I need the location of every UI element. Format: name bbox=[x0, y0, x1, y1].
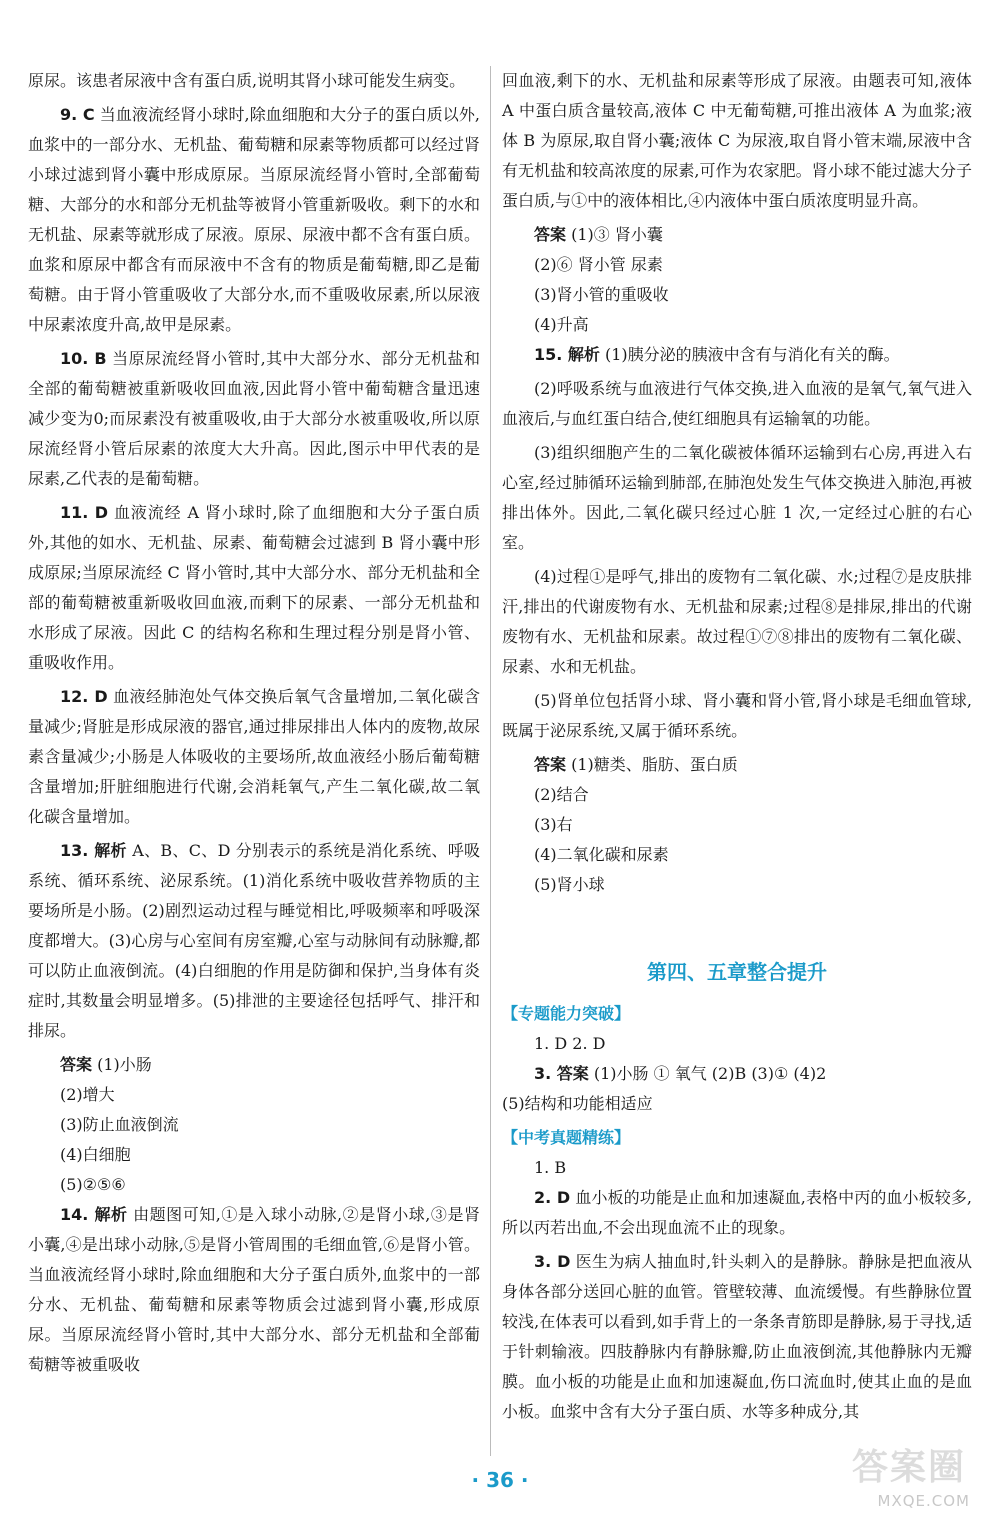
watermark-url-text: MXQE.COM bbox=[877, 1492, 970, 1510]
paragraph-text: A、B、C、D 分别表示的系统是消化系统、呼吸系统、循环系统、泌尿系统。(1)消化系统中吸收营养物质的主要场所是小肠。(2)剧烈运动过程与睡觉相比,呼吸频率和呼吸深度都增大。(3)心房与心室间有房室瓣,心室与动脉间有动脉瓣,都可以防止血液倒流。(4)白细胞的作用是防御和保护,当身体有炎症时,其数量会明显增多。(5)排泄的主要途径包括呼气、排汗和排尿。 bbox=[28, 841, 480, 1040]
paragraph-text: (2)结合 bbox=[534, 785, 589, 804]
answer-keyword: 答案 bbox=[60, 1055, 93, 1074]
paragraph-text: (4)升高 bbox=[534, 315, 589, 334]
paragraph-text: (1)胰分泌的胰液中含有与消化有关的酶。 bbox=[599, 345, 900, 364]
paragraph-text: (3)右 bbox=[534, 815, 573, 834]
answer-subitem bbox=[502, 870, 972, 900]
question-number: 11. D bbox=[60, 503, 109, 522]
section-heading: 【中考真题精练】 bbox=[502, 1128, 631, 1147]
paragraph-text: (2)增大 bbox=[60, 1085, 115, 1104]
paragraph-text: 血小板的功能是止血和加速凝血,表格中丙的血小板较多,所以丙若出血,不会出现血流不止的现象。 bbox=[502, 1188, 973, 1237]
paragraph-text: (5)②⑤⑥ bbox=[60, 1175, 126, 1194]
paragraph-text: (4)白细胞 bbox=[60, 1145, 131, 1164]
paragraph-text: (2)⑥ 肾小管 尿素 bbox=[534, 255, 663, 274]
paragraph-text: (4)二氧化碳和尿素 bbox=[534, 845, 669, 864]
paragraph-text: 原尿。该患者尿液中含有蛋白质,说明其肾小球可能发生病变。 bbox=[28, 71, 466, 90]
watermark-big-text: 答案圈 bbox=[851, 1447, 966, 1488]
paragraph-text: 当血液流经肾小球时,除血细胞和大分子的蛋白质以外,血浆中的一部分水、无机盐、葡萄糖和尿素等物质都可以经过肾小球过滤到肾小囊中形成原尿。当原尿流经肾小管时,全部葡萄糖、大部分的水和部分无机盐等被肾小管重新吸收。剩下的水和无机盐、尿素等就形成了尿液。原尿、尿液中都不含有蛋白质。血浆和原尿中都含有而尿液中不含有的物质是葡萄糖,即乙是葡萄糖。由于肾小管重吸收了大部分水,而不重吸收尿素,所以尿液中尿素浓度升高,故甲是尿素。 bbox=[28, 105, 480, 334]
paragraph-text: 血液流经 A 肾小球时,除了血细胞和大分子蛋白质外,其他的如水、无机盐、尿素、葡萄糖会过滤到 B 肾小囊中形成原尿;当原尿流经 C 肾小管时,其中大部分水、部分无机盐和全部的葡萄糖被重新吸收回血液,而剩下的尿素、一部分无机盐和水形成了尿液。因此 C 的结构名称和生理过程分别是肾小管、重吸收作用。 bbox=[28, 503, 480, 672]
answer-paragraph bbox=[28, 682, 480, 832]
question-number: 15. 解析 bbox=[534, 345, 600, 364]
paragraph-text: (1)糖类、脂肪、蛋白质 bbox=[566, 755, 738, 774]
answer-subitem bbox=[502, 780, 972, 810]
answer-paragraph bbox=[28, 836, 480, 1046]
answer-line bbox=[28, 1050, 480, 1080]
paragraph-text: (1)小肠 bbox=[92, 1055, 152, 1074]
answer-subitem bbox=[502, 250, 972, 280]
paragraph-text: 当原尿流经肾小管时,其中大部分水、部分无机盐和全部的葡萄糖被重新吸收回血液,因此肾小管中葡萄糖含量迅速减少变为0;而尿素没有被重吸收,由于大部分水被重吸收,所以原尿流经肾小管后尿素的浓度大大升高。因此,图示中甲代表的是尿素,乙代表的是葡萄糖。 bbox=[28, 349, 480, 488]
page-number: · 36 · bbox=[471, 1468, 529, 1492]
answer-subitem bbox=[502, 310, 972, 340]
answer-line bbox=[502, 750, 972, 780]
answer-paragraph bbox=[502, 340, 972, 370]
answer-subitem bbox=[502, 1153, 972, 1183]
question-number: 12. D bbox=[60, 687, 108, 706]
answer-paragraph bbox=[502, 1183, 972, 1243]
answer-subitem bbox=[28, 1080, 480, 1110]
answer-subitem bbox=[28, 1110, 480, 1140]
watermark-logo bbox=[828, 1447, 988, 1522]
question-number: 10. B bbox=[60, 349, 107, 368]
answer-subitem bbox=[502, 1029, 972, 1059]
answer-line bbox=[502, 220, 972, 250]
answer-subitem bbox=[28, 1170, 480, 1200]
paragraph-text: 1. D 2. D bbox=[534, 1034, 606, 1053]
paragraph-text: 回血液,剩下的水、无机盐和尿素等形成了尿液。由题表可知,液体 A 中蛋白质含量较高,液体 C 中无葡萄糖,可推出液体 A 为血浆;液体 B 为原尿,取自肾小囊;液体 C 为尿液,取自肾小管末端,尿液中含有无机盐和较高浓度的尿素,可作为农家肥。肾小球不能过滤大分子蛋白质,与①中的液体相比,④内液体中蛋白质浓度明显升高。 bbox=[502, 71, 972, 210]
paragraph-text: (3)防止血液倒流 bbox=[60, 1115, 179, 1134]
question-number: 14. 解析 bbox=[60, 1205, 128, 1224]
answer-paragraph bbox=[502, 1089, 972, 1119]
answer-paragraph bbox=[28, 344, 480, 494]
answer-line bbox=[502, 1059, 972, 1089]
answer-keyword: 答案 bbox=[534, 755, 567, 774]
paragraph-text: (3)肾小管的重吸收 bbox=[534, 285, 669, 304]
left-column bbox=[28, 66, 480, 1384]
paragraph-text: 1. B bbox=[534, 1158, 567, 1177]
question-number: 2. D bbox=[534, 1188, 571, 1207]
paragraph-text: (3)组织细胞产生的二氧化碳被体循环运输到右心房,再进入右心室,经过肺循环运输到肺部,在肺泡处发生气体交换进入肺泡,再被排出体外。因此,二氧化碳只经过心脏 1 次,一定经过心脏的右心室。 bbox=[502, 443, 972, 552]
question-number: 3. D bbox=[534, 1252, 571, 1271]
paragraph-text: (5)肾小球 bbox=[534, 875, 605, 894]
answer-paragraph bbox=[28, 100, 480, 340]
section-heading: 【专题能力突破】 bbox=[502, 1004, 631, 1023]
answer-paragraph bbox=[502, 374, 972, 434]
question-number: 9. C bbox=[60, 105, 95, 124]
chapter-title: 第四、五章整合提升 bbox=[647, 960, 827, 984]
paragraph-text: (2)呼吸系统与血液进行气体交换,进入血液的是氧气,氧气进入血液后,与血红蛋白结合,使红细胞具有运输氧的功能。 bbox=[502, 379, 972, 428]
paragraph-text: (5)肾单位包括肾小球、肾小囊和肾小管,肾小球是毛细血管球,既属于泌尿系统,又属于循环系统。 bbox=[502, 691, 972, 740]
right-column bbox=[502, 66, 972, 1431]
answer-paragraph bbox=[502, 686, 972, 746]
paragraph-text: 由题图可知,①是入球小动脉,②是肾小球,③是肾小囊,④是出球小动脉,⑤是肾小管周围的毛细血管,⑥是肾小管。当血液流经肾小球时,除血细胞和大分子蛋白质外,血浆中的一部分水、无机盐、葡萄糖和尿素等物质会过滤到肾小囊,形成原尿。当原尿流经肾小管时,其中大部分水、部分无机盐和全部葡萄糖等被重吸收 bbox=[28, 1205, 480, 1374]
paragraph-text: (4)过程①是呼气,排出的废物有二氧化碳、水;过程⑦是皮肤排汗,排出的代谢废物有水、无机盐和尿素;过程⑧是排尿,排出的代谢废物有水、无机盐和尿素。故过程①⑦⑧排出的废物有二氧化碳、尿素、水和无机盐。 bbox=[502, 567, 972, 676]
answer-subitem bbox=[502, 810, 972, 840]
answer-paragraph bbox=[502, 562, 972, 682]
answer-subitem bbox=[28, 1140, 480, 1170]
answer-subitem bbox=[502, 840, 972, 870]
paragraph-text: 医生为病人抽血时,针头刺入的是静脉。静脉是把血液从身体各部分送回心脏的血管。管壁较薄、血流缓慢。有些静脉位置较浅,在体表可以看到,如手背上的一条条青筋即是静脉,易于寻找,适于针刺输液。四肢静脉内有静脉瓣,防止血液倒流,其他静脉内无瓣膜。血小板的功能是止血和加速凝血,伤口流血时,使其止血的是血小板。血浆中含有大分子蛋白质、水等多种成分,其 bbox=[502, 1252, 972, 1421]
question-number: 13. 解析 bbox=[60, 841, 127, 860]
answer-paragraph bbox=[28, 1200, 480, 1380]
answer-paragraph bbox=[502, 1247, 972, 1427]
answer-keyword: 3. 答案 bbox=[534, 1064, 589, 1083]
answer-paragraph bbox=[28, 498, 480, 678]
answer-paragraph bbox=[28, 66, 480, 96]
column-divider bbox=[490, 66, 491, 1456]
paragraph-text: (5)结构和功能相适应 bbox=[502, 1094, 653, 1113]
answer-subitem bbox=[502, 280, 972, 310]
paragraph-text: (1)小肠 ① 氧气 (2)B (3)① (4)2 bbox=[588, 1064, 827, 1083]
paragraph-text: 血液经肺泡处气体交换后氧气含量增加,二氧化碳含量减少;肾脏是形成尿液的器官,通过排尿排出人体内的废物,故尿素含量减少;小肠是人体吸收的主要场所,故血液经小肠后葡萄糖含量增加;肝脏细胞进行代谢,会消耗氧气,产生二氧化碳,故二氧化碳含量增加。 bbox=[28, 687, 480, 826]
answer-paragraph bbox=[502, 66, 972, 216]
answer-paragraph bbox=[502, 438, 972, 558]
paragraph-text: (1)③ 肾小囊 bbox=[566, 225, 663, 244]
answer-keyword: 答案 bbox=[534, 225, 567, 244]
